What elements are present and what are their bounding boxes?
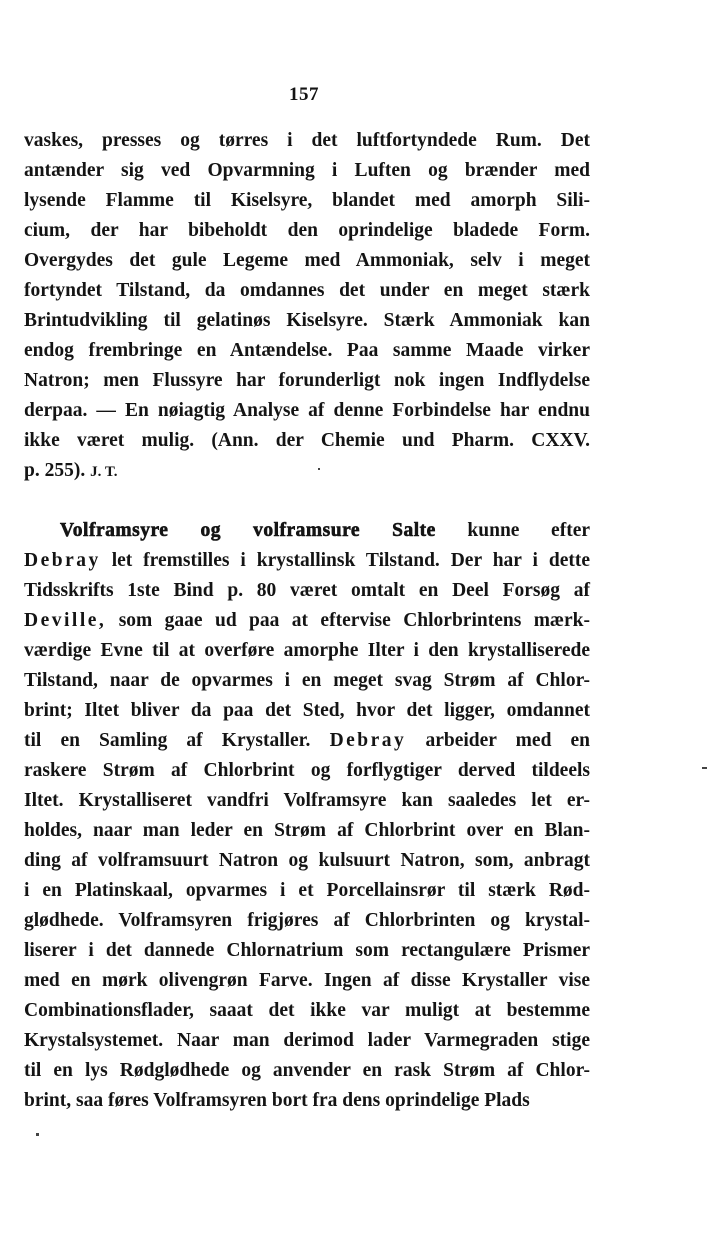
text-line: værdige Evne til at overføre amorphe Ilter i den krystalliserede: [24, 640, 590, 661]
text-line: Overgydes det gule Legeme med Ammoniak, selv i meget: [24, 250, 590, 271]
text-line: ikke været mulig. (Ann. der Chemie und Pharm. CXXV.: [24, 430, 590, 451]
text-line: endog frembringe en Antændelse. Paa samme Maade virker: [24, 340, 590, 361]
text-line: raskere Strøm af Chlorbrint og forflygtiger derved tildeels: [24, 760, 590, 781]
section-heading: Volframsyre og volframsure Salte: [60, 520, 436, 541]
text-line: cium, der har bibeholdt den oprindelige bladede Form.: [24, 220, 590, 241]
scan-speck: [702, 767, 707, 769]
text-line: brint, saa føres Volframsyren bort fra dens oprindelige Plads: [24, 1090, 530, 1111]
text-line: fortyndet Tilstand, da omdannes det under en meget stærk: [24, 280, 590, 301]
text-line: Natron; men Flussyre har forunderligt nok ingen Indflydelse: [24, 370, 590, 391]
scan-speck: [36, 1133, 39, 1136]
scan-speck: [318, 468, 320, 470]
text-line: derpaa. — En nøiagtig Analyse af denne Forbindelse har endnu: [24, 400, 590, 421]
text-line: lysende Flamme til Kiselsyre, blandet med amorph Sili-: [24, 190, 590, 211]
text-line: i en Platinskaal, opvarmes i et Porcellainsrør til stærk Rød-: [24, 880, 590, 901]
text-line: Iltet. Krystalliseret vandfri Volframsyre kan saaledes let er-: [24, 790, 590, 811]
text-fragment: arbeider med en: [425, 730, 591, 751]
text-line: [24, 516, 590, 546]
paragraph-2: [24, 516, 590, 1116]
text-line: ding af volframsuurt Natron og kulsuurt Natron, som, anbragt: [24, 850, 590, 871]
author-name: Deville,: [24, 610, 107, 631]
text-fragment: let fremstilles i krystallinsk Tilstand. Der har i dette: [111, 550, 591, 571]
text-line: [24, 726, 590, 756]
text-line: Combinationsflader, saaat det ikke var muligt at bestemme: [24, 1000, 590, 1021]
text-fragment: til en Samling af Krystaller.: [24, 730, 311, 751]
author-name: Debray: [24, 550, 101, 571]
text-line: brint; Iltet bliver da paa det Sted, hvor det ligger, omdannet: [24, 700, 590, 721]
author-signature: J. T.: [90, 464, 118, 480]
text-fragment: som gaae ud paa at eftervise Chlorbrintens mærk-: [118, 610, 591, 631]
page-number: 157: [289, 84, 319, 105]
text-line: antænder sig ved Opvarmning i Luften og brænder med: [24, 160, 590, 181]
reference-line: [24, 456, 590, 486]
text-line: liserer i det dannede Chlornatrium som rectangulære Prismer: [24, 940, 590, 961]
text-line: Tilstand, naar de opvarmes i en meget svag Strøm af Chlor-: [24, 670, 590, 691]
text-line: holdes, naar man leder en Strøm af Chlorbrint over en Blan-: [24, 820, 590, 841]
text-line: Brintudvikling til gelatinøs Kiselsyre. Stærk Ammoniak kan: [24, 310, 590, 331]
text-fragment: kunne efter: [467, 520, 591, 541]
text-line: med en mørk olivengrøn Farve. Ingen af disse Krystaller vise: [24, 970, 590, 991]
text-line: glødhede. Volframsyren frigjøres af Chlorbrinten og krystal-: [24, 910, 590, 931]
paragraph-1: [24, 126, 590, 486]
text-line: Tidsskrifts 1ste Bind p. 80 været omtalt en Deel Forsøg af: [24, 580, 590, 601]
text-line: til en lys Rødglødhede og anvender en rask Strøm af Chlor-: [24, 1060, 590, 1081]
reference-text: p. 255).: [24, 460, 86, 481]
author-name: Debray: [329, 730, 407, 751]
text-line: [24, 546, 590, 576]
text-line: Krystalsystemet. Naar man derimod lader Varmegraden stige: [24, 1030, 590, 1051]
text-line: [24, 606, 590, 636]
text-line: vaskes, presses og tørres i det luftfortyndede Rum. Det: [24, 130, 590, 151]
